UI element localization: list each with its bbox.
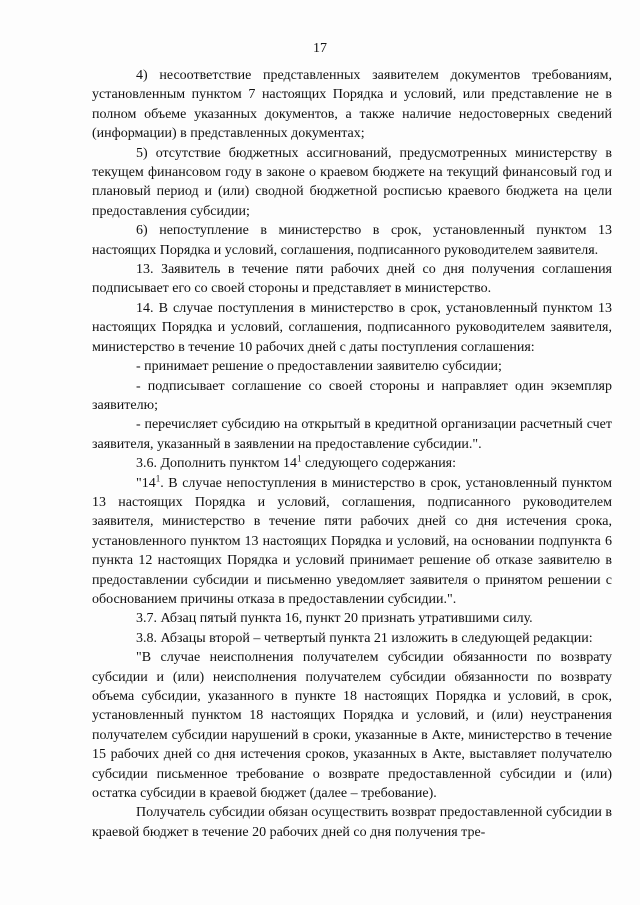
paragraph-3-6-before: 3.6. Дополнить пунктом 14 — [136, 456, 297, 472]
document-body — [92, 66, 612, 842]
page-number: 17 — [313, 41, 327, 56]
paragraph-14-1-before: "14 — [136, 475, 156, 491]
paragraph-quote-1: "В случае неисполнения получателем субсидии обязанности по возврату субсидии и (или) неисполнения получателем субсидии обязанности по возврату объема субсидии, указанного в пункте 18 настоящих Порядка и условий, в срок, установленный пунктом 18 настоящих Порядка и условий, и (или) неустранения получателем субсидии нарушений в сроки, указанные в Акте, министерство в течение 15 рабочих дней со дня истечения сроков, указанных в Акте, выставляет получателю субсидии письменное требование о возврате предоставленной субсидии и (или) остатка субсидии в краевой бюджет (далее – требование). — [92, 650, 612, 802]
paragraph-3-6-sup: 1 — [296, 453, 302, 464]
paragraph-quote-2: Получатель субсидии обязан осуществить возврат предоставленной субсидии в краевой бюджет в течение 20 рабочих дней со дня получения тре- — [92, 805, 612, 840]
paragraph-3-7: 3.7. Абзац пятый пункта 16, пункт 20 признать утратившими силу. — [136, 611, 533, 627]
paragraph-3-6-after: следующего содержания: — [301, 456, 457, 472]
paragraph-3-8: 3.8. Абзацы второй – четвертый пункта 21 изложить в следующей редакции: — [136, 630, 593, 646]
paragraph-14-dash-2: - подписывает соглашение со своей стороны и направляет один экземпляр заявителю; — [92, 378, 612, 413]
paragraph-13: 13. Заявитель в течение пяти рабочих дней со дня получения соглашения подписывает его со своей стороны и представляет в министерство. — [92, 262, 612, 297]
paragraph-14-dash-1: - принимает решение о предоставлении заявителю субсидии; — [136, 359, 502, 375]
paragraph-14-1-after: . В случае непоступления в министерство в срок, установленный пунктом 13 настоящих Порядка и условий, соглашения, подписанного руководителем заявителя, министерство в течение пяти рабочих дней со дня истечения срока, установленного пунктом 13 настоящих Порядка и условий, на основании подпункта 6 пункта 12 настоящих Порядка и условий принимает решение об отказе заявителю в предоставлении субсидии и письменно уведомляет заявителя о принятом решении с обоснованием причины отказа в предоставлении субсидии.". — [92, 475, 612, 607]
paragraph-14-dash-3: - перечисляет субсидию на открытый в кредитной организации расчетный счет заявителя, указанный в заявлении на предоставление субсидии.". — [92, 417, 612, 452]
paragraph-14-1 — [92, 474, 612, 610]
paragraph-14-1-sup: 1 — [155, 472, 161, 483]
paragraph-4-item: 4) несоответствие представленных заявителем документов требованиям, установленным пунктом 7 настоящих Порядка и условий, или представление не в полном объеме указанных документов, а также наличие недостоверных сведений (информации) в представленных документах; — [92, 68, 612, 142]
paragraph-3-6 — [92, 454, 612, 473]
paragraph-5-item: 5) отсутствие бюджетных ассигнований, предусмотренных министерству в текущем финансовом году в законе о краевом бюджете на текущий финансовый год и плановый период и (или) сводной бюджетной росписью краевого бюджета на цели предоставления субсидии; — [92, 145, 612, 219]
paragraph-6-item: 6) непоступление в министерство в срок, установленный пунктом 13 настоящих Порядка и условий, соглашения, подписанного руководителем заявителя. — [92, 223, 612, 258]
paragraph-14: 14. В случае поступления в министерство в срок, установленный пунктом 13 настоящих Порядка и условий, соглашения, подписанного руководителем заявителя, министерство в течение 10 рабочих дней с даты поступления соглашения: — [92, 300, 612, 355]
